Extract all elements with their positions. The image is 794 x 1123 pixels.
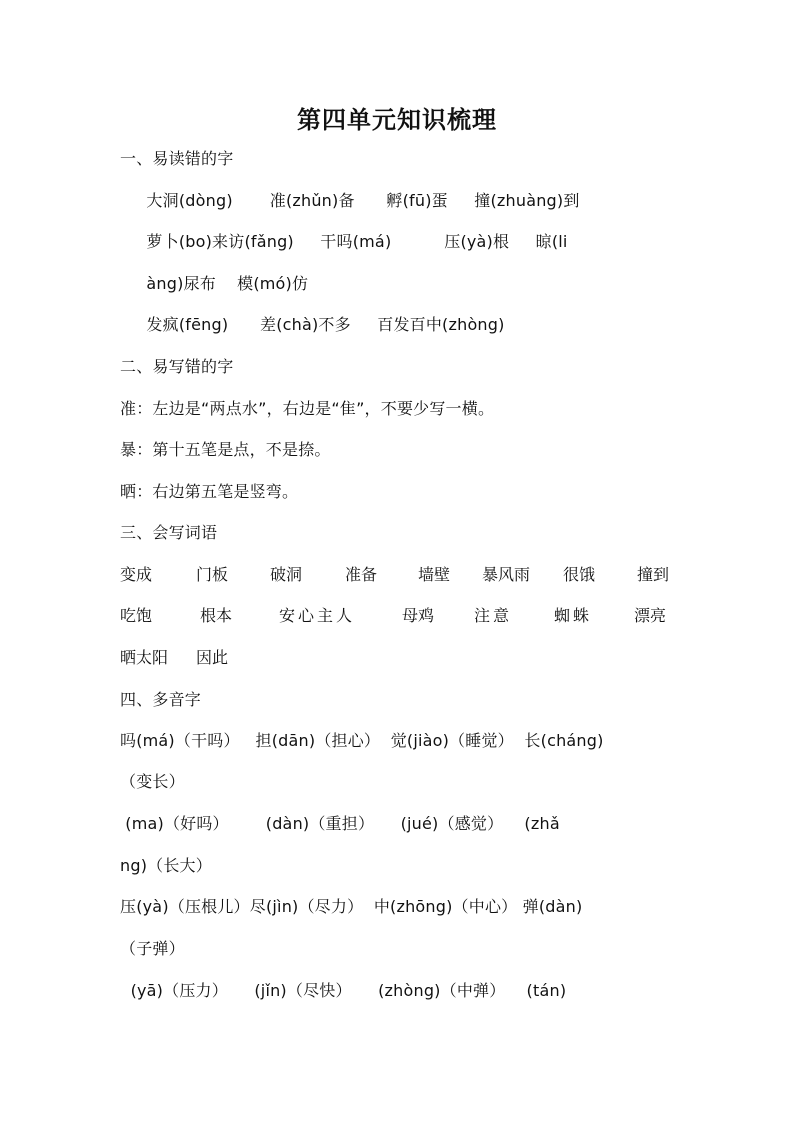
word: 门板	[196, 565, 229, 584]
word: 安心主人	[279, 606, 356, 625]
section-2-line: 准：左边是“两点水”，右边是“隹”，不要少写一横。	[120, 399, 495, 418]
word: 墙壁	[418, 565, 451, 584]
word: 晒太阳	[120, 648, 169, 667]
word: 吃饱	[120, 606, 153, 625]
word: 破洞	[270, 565, 303, 584]
section-4-line: (yā)（压力） (jǐn)（尽快） (zhòng)（中弹） (tán)	[120, 981, 567, 1000]
word: 蜘蛛	[554, 606, 593, 625]
word: 暴风雨	[482, 565, 531, 584]
section-1-line: 发疯(fēng) 差(chà)不多 百发百中(zhòng)	[120, 315, 505, 334]
word: 母鸡	[402, 606, 435, 625]
section-4-line: (ma)（好吗） (dàn)（重担） (jué)（感觉） (zhǎ	[120, 814, 560, 833]
section-4-line: 吗(má)（干吗） 担(dān)（担心） 觉(jiào)（睡觉） 长(cháng)	[120, 731, 604, 750]
word: 准备	[345, 565, 378, 584]
word: 变成	[120, 565, 153, 584]
section-2-line: 暴：第十五笔是点，不是捺。	[120, 440, 331, 459]
word: 根本	[200, 606, 233, 625]
section-1-heading: 一、易读错的字	[120, 149, 234, 168]
word-row	[120, 605, 680, 627]
section-1-line: 萝卜(bo)来访(fǎng) 干吗(má) 压(yà)根 晾(li	[120, 232, 568, 251]
word: 注意	[474, 606, 513, 625]
section-4-line: （子弹）	[120, 939, 185, 958]
section-4-line: 压(yà)（压根儿）尽(jìn)（尽力） 中(zhōng)（中心） 弹(dàn)	[120, 897, 583, 916]
section-4-heading: 四、多音字	[120, 690, 202, 709]
section-2-heading: 二、易写错的字	[120, 357, 234, 376]
word: 很饿	[563, 565, 596, 584]
word-row	[120, 564, 680, 586]
section-3-heading: 三、会写词语	[120, 523, 218, 542]
word: 撞到	[637, 565, 670, 584]
word: 因此	[196, 648, 229, 667]
page-title: 第四单元知识梳理	[297, 105, 497, 134]
word: 漂亮	[634, 606, 667, 625]
section-4-line: ng)（长大）	[120, 856, 212, 875]
section-2-line: 晒：右边第五笔是竖弯。	[120, 482, 299, 501]
section-1-line: àng)尿布 模(mó)仿	[120, 274, 309, 293]
section-4-line: （变长）	[120, 772, 185, 791]
section-1-line: 大洞(dòng) 准(zhǔn)备 孵(fū)蛋 撞(zhuàng)到	[120, 191, 580, 210]
word-row	[120, 647, 680, 669]
